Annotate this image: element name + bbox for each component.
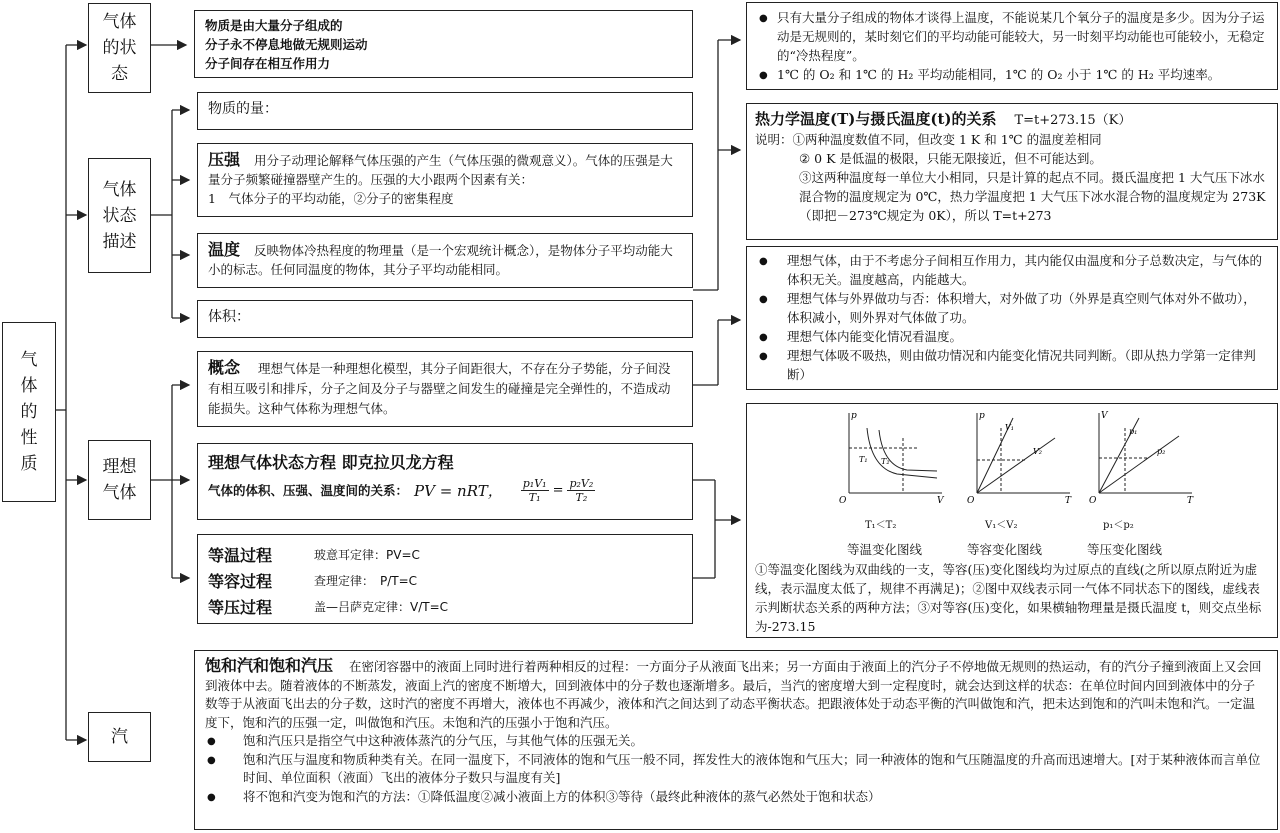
thermo-formula: T=t+273.15（K） <box>1014 113 1132 128</box>
pressure-box <box>197 143 693 217</box>
process-law: 玻意耳定律：PV=C <box>314 547 420 562</box>
ideal-note-item: ● 理想气体与外界做功与否：体积增大，对外做了功（外界是真空则气体对外不做功），体积减小，则外界对气体做了功。 <box>757 289 1267 327</box>
ideal-notes-box <box>746 246 1278 390</box>
group-state-label: 气体的状态 <box>102 12 137 84</box>
graph1-y-label: p <box>851 411 857 421</box>
graph3-origin: O <box>1089 496 1097 503</box>
isothermal-graph <box>837 408 947 503</box>
state-line: 分子间存在相互作用力 <box>205 56 331 71</box>
volume-label: 体积： <box>208 309 250 325</box>
temperature-text: 反映物体冷热程度的物理量（是一个宏观统计概念），是物体分子平均动能大小的标志。任何同温度的物体，其分子平均动能相同。 <box>208 243 673 277</box>
root-label: 气体的性质 <box>20 350 38 474</box>
fraction-equals: = <box>552 483 564 498</box>
thermo-line: ③这两种温度每一单位大小相同，只是计算的起点不同。摄氏温度把 1 大气压下冰水混合物的温度规定为 0℃，热力学温度把 1 大气压下冰水混合物的温度规定为 273K（即把－273℃规定为 0K），所以 T=t+273 <box>799 170 1266 223</box>
vapor-title: 饱和汽和饱和汽压 <box>205 656 334 675</box>
graph1-origin: O <box>839 496 847 503</box>
pressure-factors: 1 气体分子的平均动能，②分子的密集程度 <box>208 191 454 206</box>
thermo-title: 热力学温度(T)与摄氏温度(t)的关系 <box>755 110 997 128</box>
temperature-box <box>197 233 693 288</box>
ideal-note-item: ● 理想气体内能变化情况看温度。 <box>757 327 1267 346</box>
fraction-left-den: T₁ <box>528 491 541 504</box>
volume-box <box>197 300 693 338</box>
fraction-right-num: p₂V₂ <box>569 477 594 490</box>
graph1-curve2-label: T₂ <box>881 457 890 466</box>
concept-text: 理想气体是一种理想化模型，其分子间距很大，不存在分子势能，分子间没有相互吸引和排斥，分子之间及分子与器壁之间发生的碰撞是完全弹性的，不造成动能损失。这种气体称为理想气体。 <box>208 361 671 416</box>
group-state <box>88 3 151 93</box>
ideal-note-item: ● 理想气体吸不吸热，则由做功情况和内能变化情况共同判断。（即从热力学第一定律判断） <box>757 346 1267 384</box>
processes-box <box>197 534 693 624</box>
graph3-y-label: V <box>1101 411 1108 421</box>
graphs-note: ①等温变化图线为双曲线的一支，等容(压)变化图线均为过原点的直线(之所以原点附近为虚线，表示温度太低了，规律不再满足)；②图中双线表示同一气体不同状态下的图线，虚线表示判断状态关系的两种方法；③对等容(压)变化，如果横轴物理量是摄氏温度 t，则交点坐标为-273.15 <box>755 562 1262 634</box>
process-name: 等容过程 <box>208 571 273 591</box>
group-ideal <box>88 440 151 520</box>
fraction-left <box>521 477 549 504</box>
thermo-line: ② 0 K 是低温的极限，只能无限接近，但不可能达到。 <box>799 151 1102 166</box>
group-describe-label: 气体状态描述 <box>102 179 137 252</box>
process-name: 等压过程 <box>208 597 273 617</box>
process-row <box>208 541 682 567</box>
equation-pv: PV = nRT， <box>414 482 503 500</box>
group-ideal-label: 理想气体 <box>102 457 137 503</box>
group-vapor <box>88 712 151 762</box>
graph2-caption: 等容变化图线 <box>967 542 1043 557</box>
vapor-item: ● 将不饱和汽变为饱和汽的方法：①降低温度②减小液面上方的体积③等待（最终此种液体的蒸气必然处于饱和状态） <box>205 788 1267 807</box>
fraction-right <box>567 477 595 504</box>
pressure-title: 压强 <box>208 150 241 169</box>
equation-box <box>197 443 693 520</box>
process-row <box>208 567 682 593</box>
process-law: 查理定律： P/T=C <box>314 573 418 588</box>
temperature-title: 温度 <box>208 240 241 259</box>
graph2-x-label: T <box>1065 496 1072 503</box>
root-node <box>2 322 56 502</box>
temperature-note-box <box>746 2 1278 90</box>
process-law: 盖—吕萨克定律：V/T=C <box>314 599 449 614</box>
thermo-prefix: 说明： <box>755 132 793 147</box>
amount-box <box>197 92 693 130</box>
graph1-curve1-label: T₁ <box>859 455 868 464</box>
vapor-box <box>194 650 1278 830</box>
graph2-origin: O <box>967 496 975 503</box>
temperature-note-item: ● 1℃ 的 O₂ 和 1℃ 的 H₂ 平均动能相同，1℃ 的 O₂ 小于 1℃ 的 H₂ 平均速率。 <box>757 65 1267 84</box>
state-box <box>194 10 693 78</box>
vapor-item: ● 饱和汽压与温度和物质种类有关。在同一温度下，不同液体的饱和气压一般不同，挥发性大的液体饱和气压大；同一种液体的饱和气压随温度的升高而迅速增大。[对于某种液体而言单位时间、单位面积（液面）飞出的液体分子数只与温度有关] <box>205 751 1267 788</box>
thermo-relation-box <box>746 103 1278 240</box>
amount-label: 物质的量： <box>208 101 278 117</box>
equation-title: 理想气体状态方程 即克拉贝龙方程 <box>208 453 454 472</box>
fraction-right-den: T₂ <box>575 491 588 504</box>
thermo-line: ①两种温度数值不同，但改变 1 K 和 1℃ 的温度差相同 <box>792 132 1102 147</box>
temperature-note-item: ● 只有大量分子组成的物体才谈得上温度，不能说某几个氧分子的温度是多少。因为分子运动是无规则的，某时刻它们的平均动能可能较大，另一时刻平均动能也可能较小，无稳定的“冷热程度”。 <box>757 8 1267 65</box>
graph3-caption: 等压变化图线 <box>1087 542 1163 557</box>
vapor-item: ● 饱和汽压只是指空气中这种液体蒸汽的分气压，与其他气体的压强无关。 <box>205 732 1267 751</box>
group-describe <box>88 158 151 273</box>
equation-label: 气体的体积、压强、温度间的关系： <box>208 483 409 498</box>
graph1-x-label: V <box>937 496 944 503</box>
isobaric-graph <box>1087 408 1197 503</box>
graph3-condition: p₁＜p₂ <box>1103 520 1134 531</box>
ideal-note-item: ● 理想气体，由于不考虑分子间相互作用力，其内能仅由温度和分子总数决定，与气体的体积无关。温度越高，内能越大。 <box>757 251 1267 289</box>
graph2-y-label: p <box>979 411 985 421</box>
graph2-condition: V₁＜V₂ <box>985 520 1018 531</box>
group-vapor-label: 汽 <box>110 727 128 747</box>
process-name: 等温过程 <box>208 545 273 565</box>
graphs-box <box>746 403 1278 638</box>
isochoric-graph <box>965 408 1075 503</box>
graph1-condition: T₁＜T₂ <box>865 520 897 531</box>
pressure-text: 用分子动理论解释气体压强的产生（气体压强的微观意义）。气体的压强是大量分子频繁碰撞器壁产生的。压强的大小跟两个因素有关： <box>208 153 673 187</box>
concept-box <box>197 351 693 427</box>
graph3-line2-label: p₂ <box>1157 447 1166 456</box>
graph3-x-label: T <box>1187 496 1194 503</box>
process-row <box>208 593 682 619</box>
graph2-line1-label: V₁ <box>1005 423 1014 432</box>
concept-title: 概念 <box>208 358 241 377</box>
graph1-caption: 等温变化图线 <box>847 542 923 557</box>
state-line: 分子永不停息地做无规则运动 <box>205 37 368 52</box>
graph2-line2-label: V₂ <box>1033 447 1042 456</box>
fraction-left-num: p₁V₁ <box>522 477 547 490</box>
vapor-text: 在密闭容器中的液面上同时进行着两种相反的过程：一方面分子从液面飞出来；另一方面由于液面上的汽分子不停地做无规则的热运动，有的汽分子撞到液面上又会回到液体中去。随着液体的不断蒸发，液面上汽的密度不断增大，回到液体中的分子数也逐渐增多。最后，当汽的密度增大到一定程度时，就会达到这样的状态：在单位时间内回到液体中的分子数等于从液面飞出去的分子数，这时汽的密度不再增大，液体也不再减少，液体和汽之间达到了动态平衡状态。把跟液体处于动态平衡的汽叫做饱和汽，把未达到饱和的汽叫未饱和汽。一定温度下，饱和汽的压强一定，叫做饱和汽压。未饱和汽的压强小于饱和汽压。 <box>205 659 1262 730</box>
graph3-line1-label: p₁ <box>1129 427 1138 436</box>
state-line: 物质是由大量分子组成的 <box>205 18 343 33</box>
